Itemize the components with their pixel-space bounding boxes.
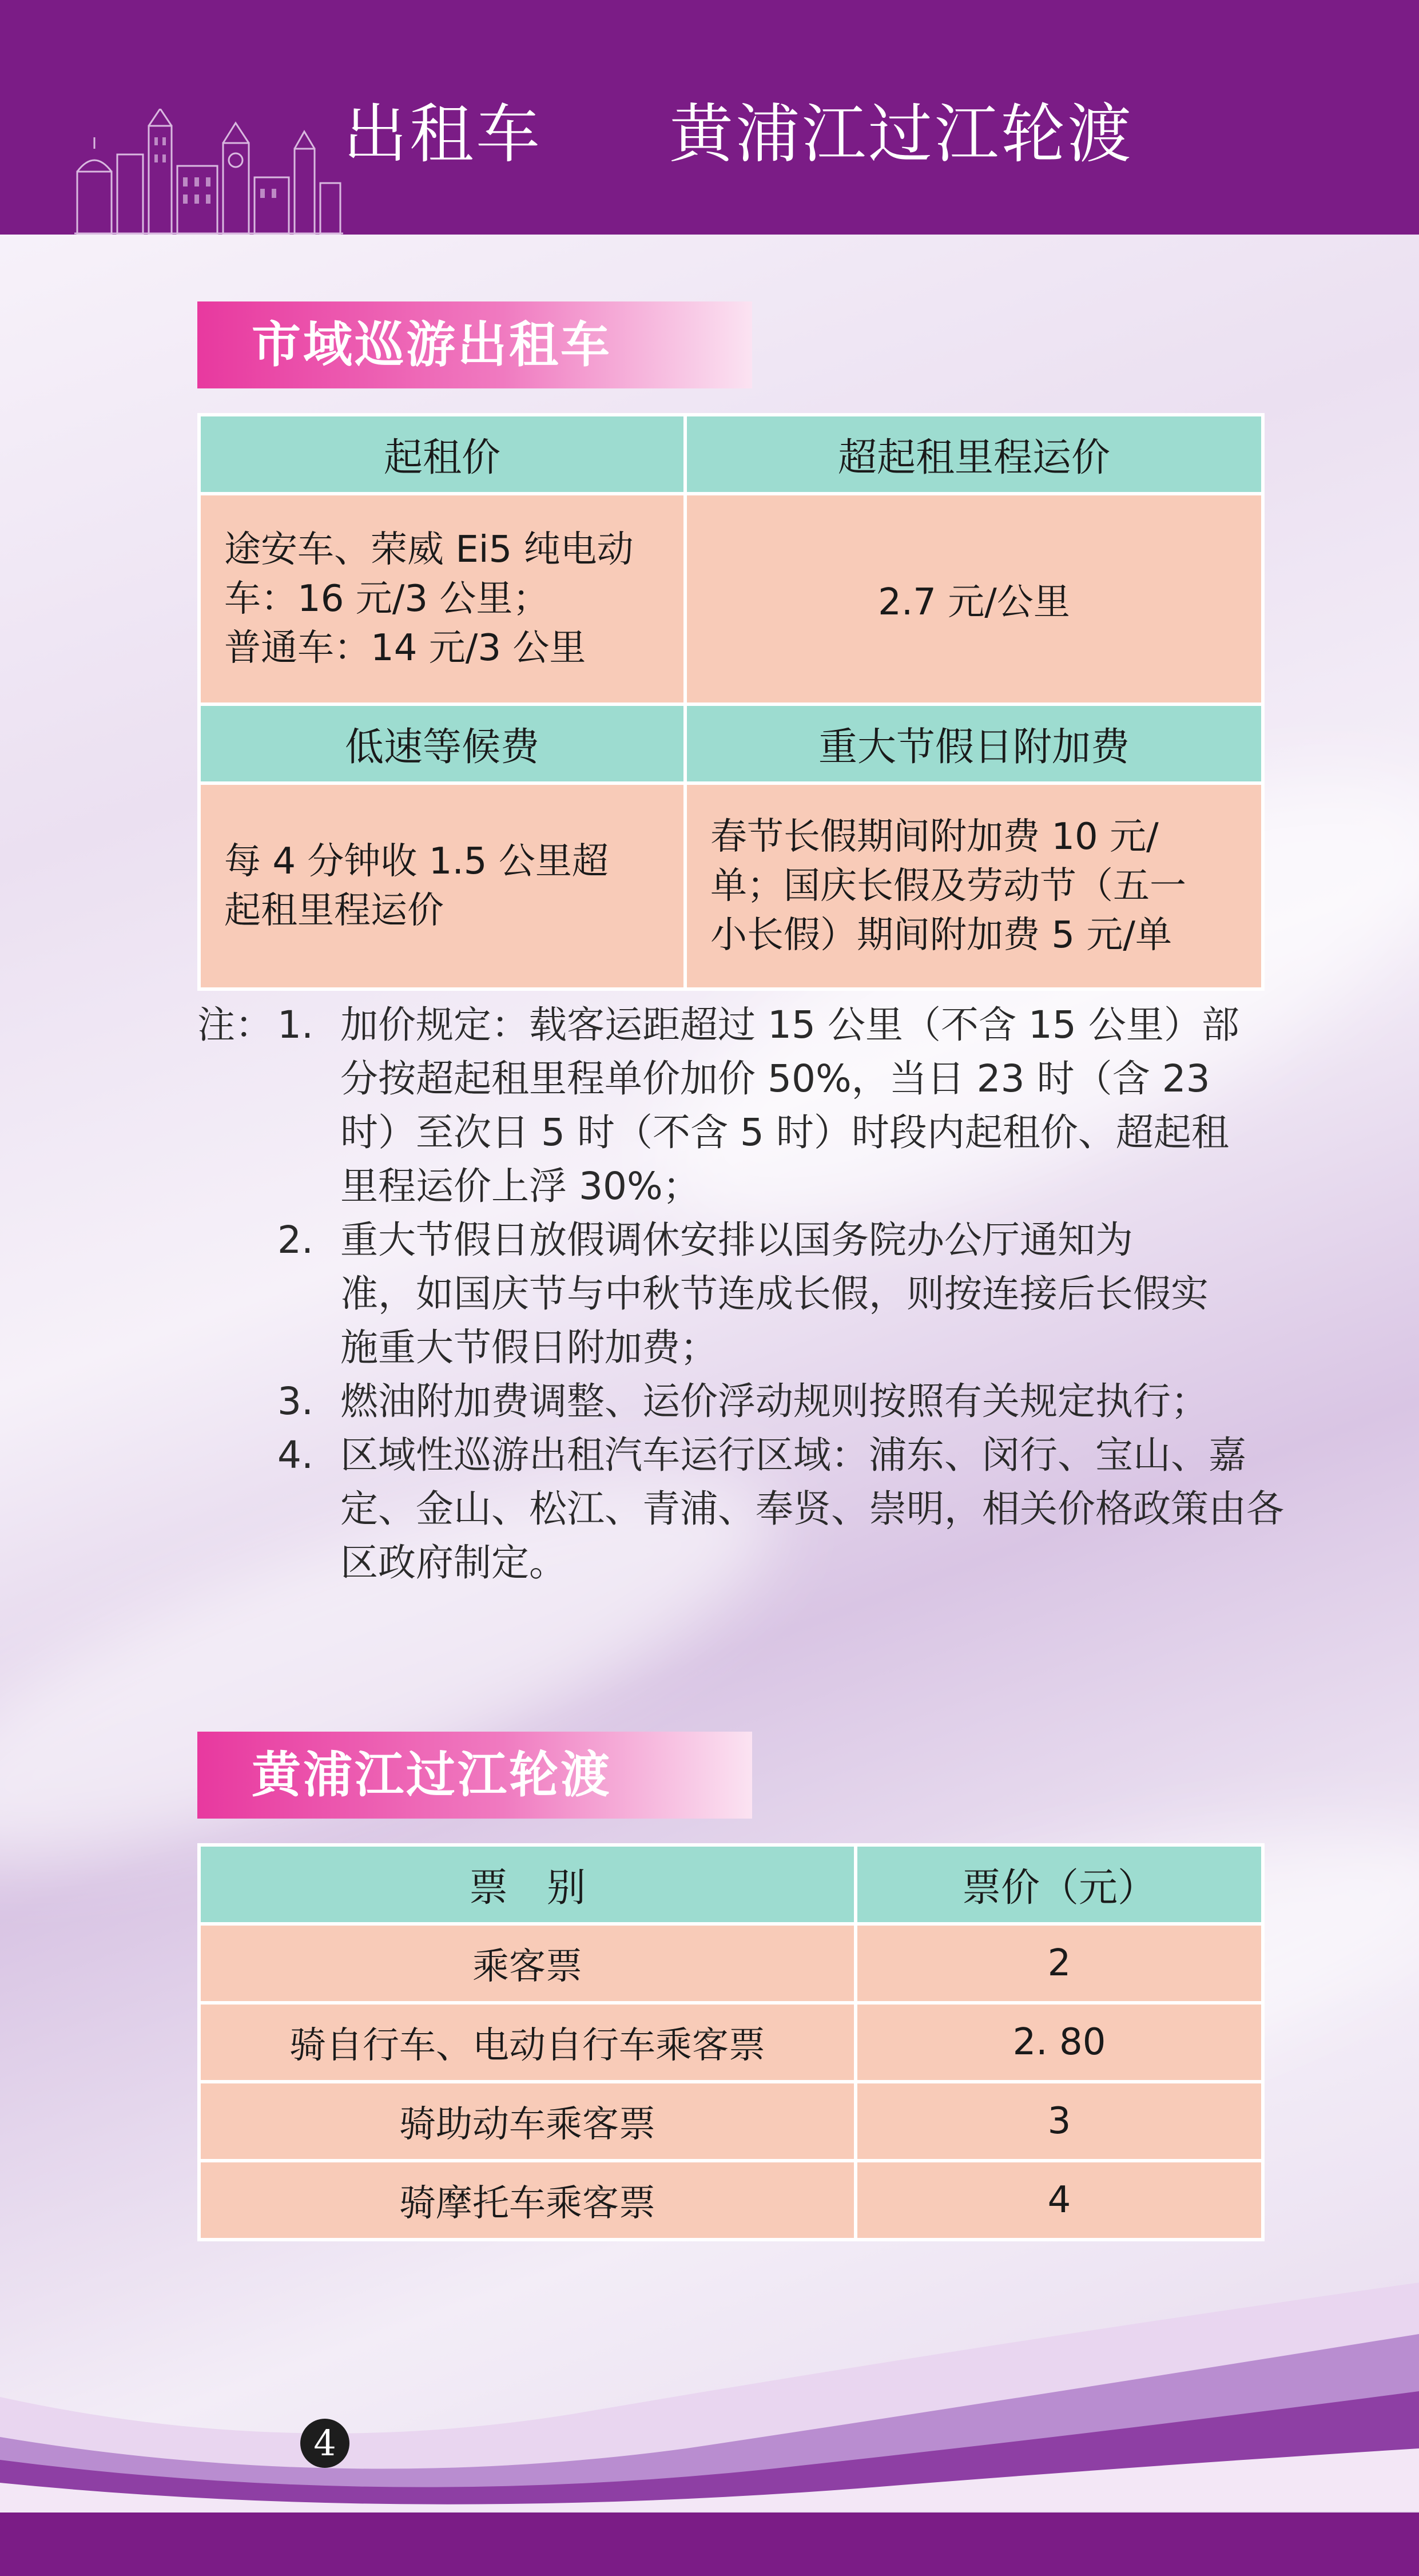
table-row bbox=[199, 2082, 1263, 2161]
ticket-price-cell: 2. 80 bbox=[856, 2003, 1263, 2082]
note-number: 1. bbox=[277, 1003, 313, 1047]
note-line: 燃油附加费调整、运价浮动规则按照有关规定执行； bbox=[340, 1379, 1209, 1423]
holiday-surcharge-line: 春节长假期间附加费 10 元/ bbox=[710, 816, 1159, 858]
section-title-taxi: 市域巡游出租车 bbox=[197, 301, 752, 388]
table-row bbox=[199, 1924, 1263, 2003]
ticket-type-cell: 骑自行车、电动自行车乘客票 bbox=[199, 2003, 856, 2082]
holiday-surcharge-cell bbox=[685, 783, 1263, 989]
ticket-type-cell: 骑摩托车乘客票 bbox=[199, 2161, 856, 2240]
header-title-ferry: 黄浦江过江轮渡 bbox=[669, 97, 1134, 172]
section-title-ferry: 黄浦江过江轮渡 bbox=[197, 1732, 752, 1819]
page-number: 4 bbox=[300, 2419, 349, 2468]
note-line: 重大节假日放假调休安排以国务院办公厅通知为 bbox=[340, 1218, 1133, 1262]
footer-bar bbox=[0, 2513, 1419, 2576]
note-line: 施重大节假日附加费； bbox=[340, 1325, 718, 1370]
holiday-surcharge-line: 单；国庆长假及劳动节（五一 bbox=[710, 865, 1186, 907]
table-header-base-fare: 起租价 bbox=[199, 415, 685, 494]
table-header-ticket-price: 票价（元） bbox=[856, 1845, 1263, 1924]
table-row bbox=[199, 2161, 1263, 2240]
waiting-fee-line: 每 4 分钟收 1.5 公里超 bbox=[224, 840, 609, 883]
note-line: 定、金山、松江、青浦、奉贤、崇明，相关价格政策由各 bbox=[340, 1487, 1284, 1531]
table-header-waiting-fee: 低速等候费 bbox=[199, 704, 685, 783]
note-item bbox=[197, 1213, 1284, 1375]
base-fare-line: 车：16 元/3 公里； bbox=[224, 578, 550, 620]
table-header-ticket-type: 票 别 bbox=[199, 1845, 856, 1924]
waiting-fee-line: 起租里程运价 bbox=[224, 890, 444, 932]
note-text bbox=[340, 1428, 1284, 1590]
extra-distance-fare-cell: 2.7 元/公里 bbox=[685, 494, 1263, 704]
city-skyline-icon bbox=[74, 109, 343, 235]
header-title-taxi: 出租车 bbox=[343, 97, 542, 172]
taxi-fare-table bbox=[197, 413, 1265, 991]
note-line: 区域性巡游出租汽车运行区域：浦东、闵行、宝山、嘉 bbox=[340, 1433, 1246, 1477]
ticket-type-cell: 乘客票 bbox=[199, 1924, 856, 2003]
waiting-fee-cell bbox=[199, 783, 685, 989]
note-number: 4. bbox=[277, 1433, 313, 1477]
note-item bbox=[197, 1428, 1284, 1590]
note-text bbox=[340, 1375, 1284, 1428]
ticket-price-cell: 4 bbox=[856, 2161, 1263, 2240]
note-item bbox=[197, 1375, 1284, 1428]
note-item bbox=[197, 998, 1284, 1213]
note-line: 加价规定：载客运距超过 15 公里（不含 15 公里）部 bbox=[340, 1003, 1239, 1047]
base-fare-line: 途安车、荣威 Ei5 纯电动 bbox=[224, 529, 634, 571]
note-number: 2. bbox=[277, 1218, 313, 1262]
note-line: 区政府制定。 bbox=[340, 1541, 567, 1585]
note-prefix: 注： bbox=[197, 1003, 273, 1047]
header-bar bbox=[0, 0, 1419, 235]
note-line: 分按超起租里程单价加价 50%，当日 23 时（含 23 bbox=[340, 1057, 1210, 1101]
ticket-type-cell: 骑助动车乘客票 bbox=[199, 2082, 856, 2161]
note-line: 时）至次日 5 时（不含 5 时）时段内起租价、超起租 bbox=[340, 1110, 1229, 1154]
ferry-fare-table bbox=[197, 1843, 1265, 2241]
footer-wave-decoration bbox=[0, 2265, 1419, 2511]
taxi-notes bbox=[197, 998, 1284, 1590]
table-header-extra-distance-fare: 超起租里程运价 bbox=[685, 415, 1263, 494]
base-fare-cell bbox=[199, 494, 685, 704]
base-fare-line: 普通车：14 元/3 公里 bbox=[224, 627, 586, 669]
table-header-holiday-surcharge: 重大节假日附加费 bbox=[685, 704, 1263, 783]
ticket-price-cell: 3 bbox=[856, 2082, 1263, 2161]
note-text bbox=[340, 998, 1284, 1213]
table-row bbox=[199, 2003, 1263, 2082]
note-text bbox=[340, 1213, 1284, 1375]
holiday-surcharge-line: 小长假）期间附加费 5 元/单 bbox=[710, 914, 1172, 956]
ticket-price-cell: 2 bbox=[856, 1924, 1263, 2003]
note-number: 3. bbox=[277, 1379, 313, 1423]
note-line: 里程运价上浮 30%； bbox=[340, 1164, 701, 1208]
note-line: 准，如国庆节与中秋节连成长假，则按连接后长假实 bbox=[340, 1272, 1209, 1316]
